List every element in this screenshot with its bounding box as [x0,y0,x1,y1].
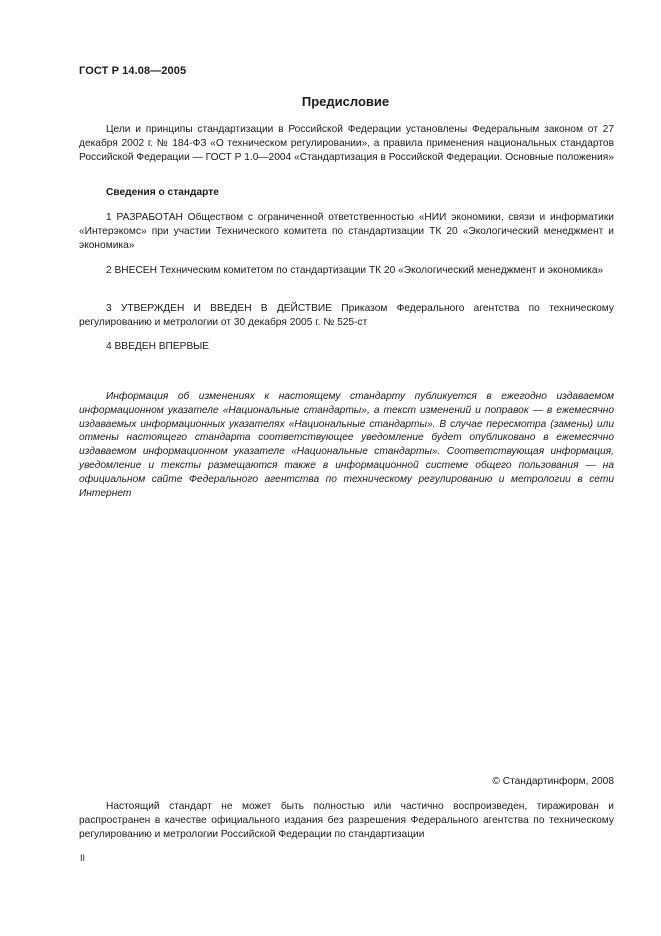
copyright-line: © Стандартинформ, 2008 [492,776,614,787]
standard-info-item-4: 4 ВВЕДЕН ВПЕРВЫЕ [106,341,210,352]
document-code: ГОСТ Р 14.08—2005 [79,65,187,77]
intro-paragraph: Цели и принципы стандартизации в Российской Федерации установлены Федеральным законом от 27 декабря 2002 г. № 184-ФЗ «О техническом регулировании», а правила применения национальных стандартов Российской Федерации — ГОСТ Р 1.0—2004 «Стандартизация в Российской Федерации. Основные положения» [79,124,614,163]
standard-info-item-3: 3 УТВЕРЖДЕН И ВВЕДЕН В ДЕЙСТВИЕ Приказом Федерального агентства по техническому регулированию и метрологии от 30 декабря 2005 г. № 525-ст [79,303,614,328]
reproduction-notice: Настоящий стандарт не может быть полностью или частично воспроизведен, тиражирован и распространен в качестве официального издания без разрешения Федерального агентства по техническому регулированию и метрологии Российской Федерации по стандартизации [79,801,614,840]
standard-info-heading: Сведения о стандарте [106,187,219,198]
standard-info-item-1: 1 РАЗРАБОТАН Обществом с ограниченной ответственностью «НИИ экономики, связи и информатики «Интерэкомс» при участии Технического комитета по стандартизации ТК 20 «Экологический менеджмент и экономика» [79,212,614,251]
page-number: II [80,853,86,863]
info-notice: Информация об изменениях к настоящему стандарту публикуется в ежегодно издаваемом информационном указателе «Национальные стандарты», а текст изменений и поправок — в ежемесячно издаваемых информационных указателях «Национальные стандарты». В случае пересмотра (замены) или отмены настоящего стандарта соответствующее уведомление будет опубликовано в ежемесячно издаваемом информационном указателе «Национальные стандарты». Соответствующая информация, уведомление и тексты размещаются также в информационной системе общего пользования — на официальном сайте Федерального агентства по техническому регулированию и метрологии в сети Интернет [79,391,614,499]
standard-info-item-2: 2 ВНЕСЕН Техническим комитетом по стандартизации ТК 20 «Экологический менеджмент и экономика» [106,265,604,276]
page-title: Предисловие [301,94,390,109]
